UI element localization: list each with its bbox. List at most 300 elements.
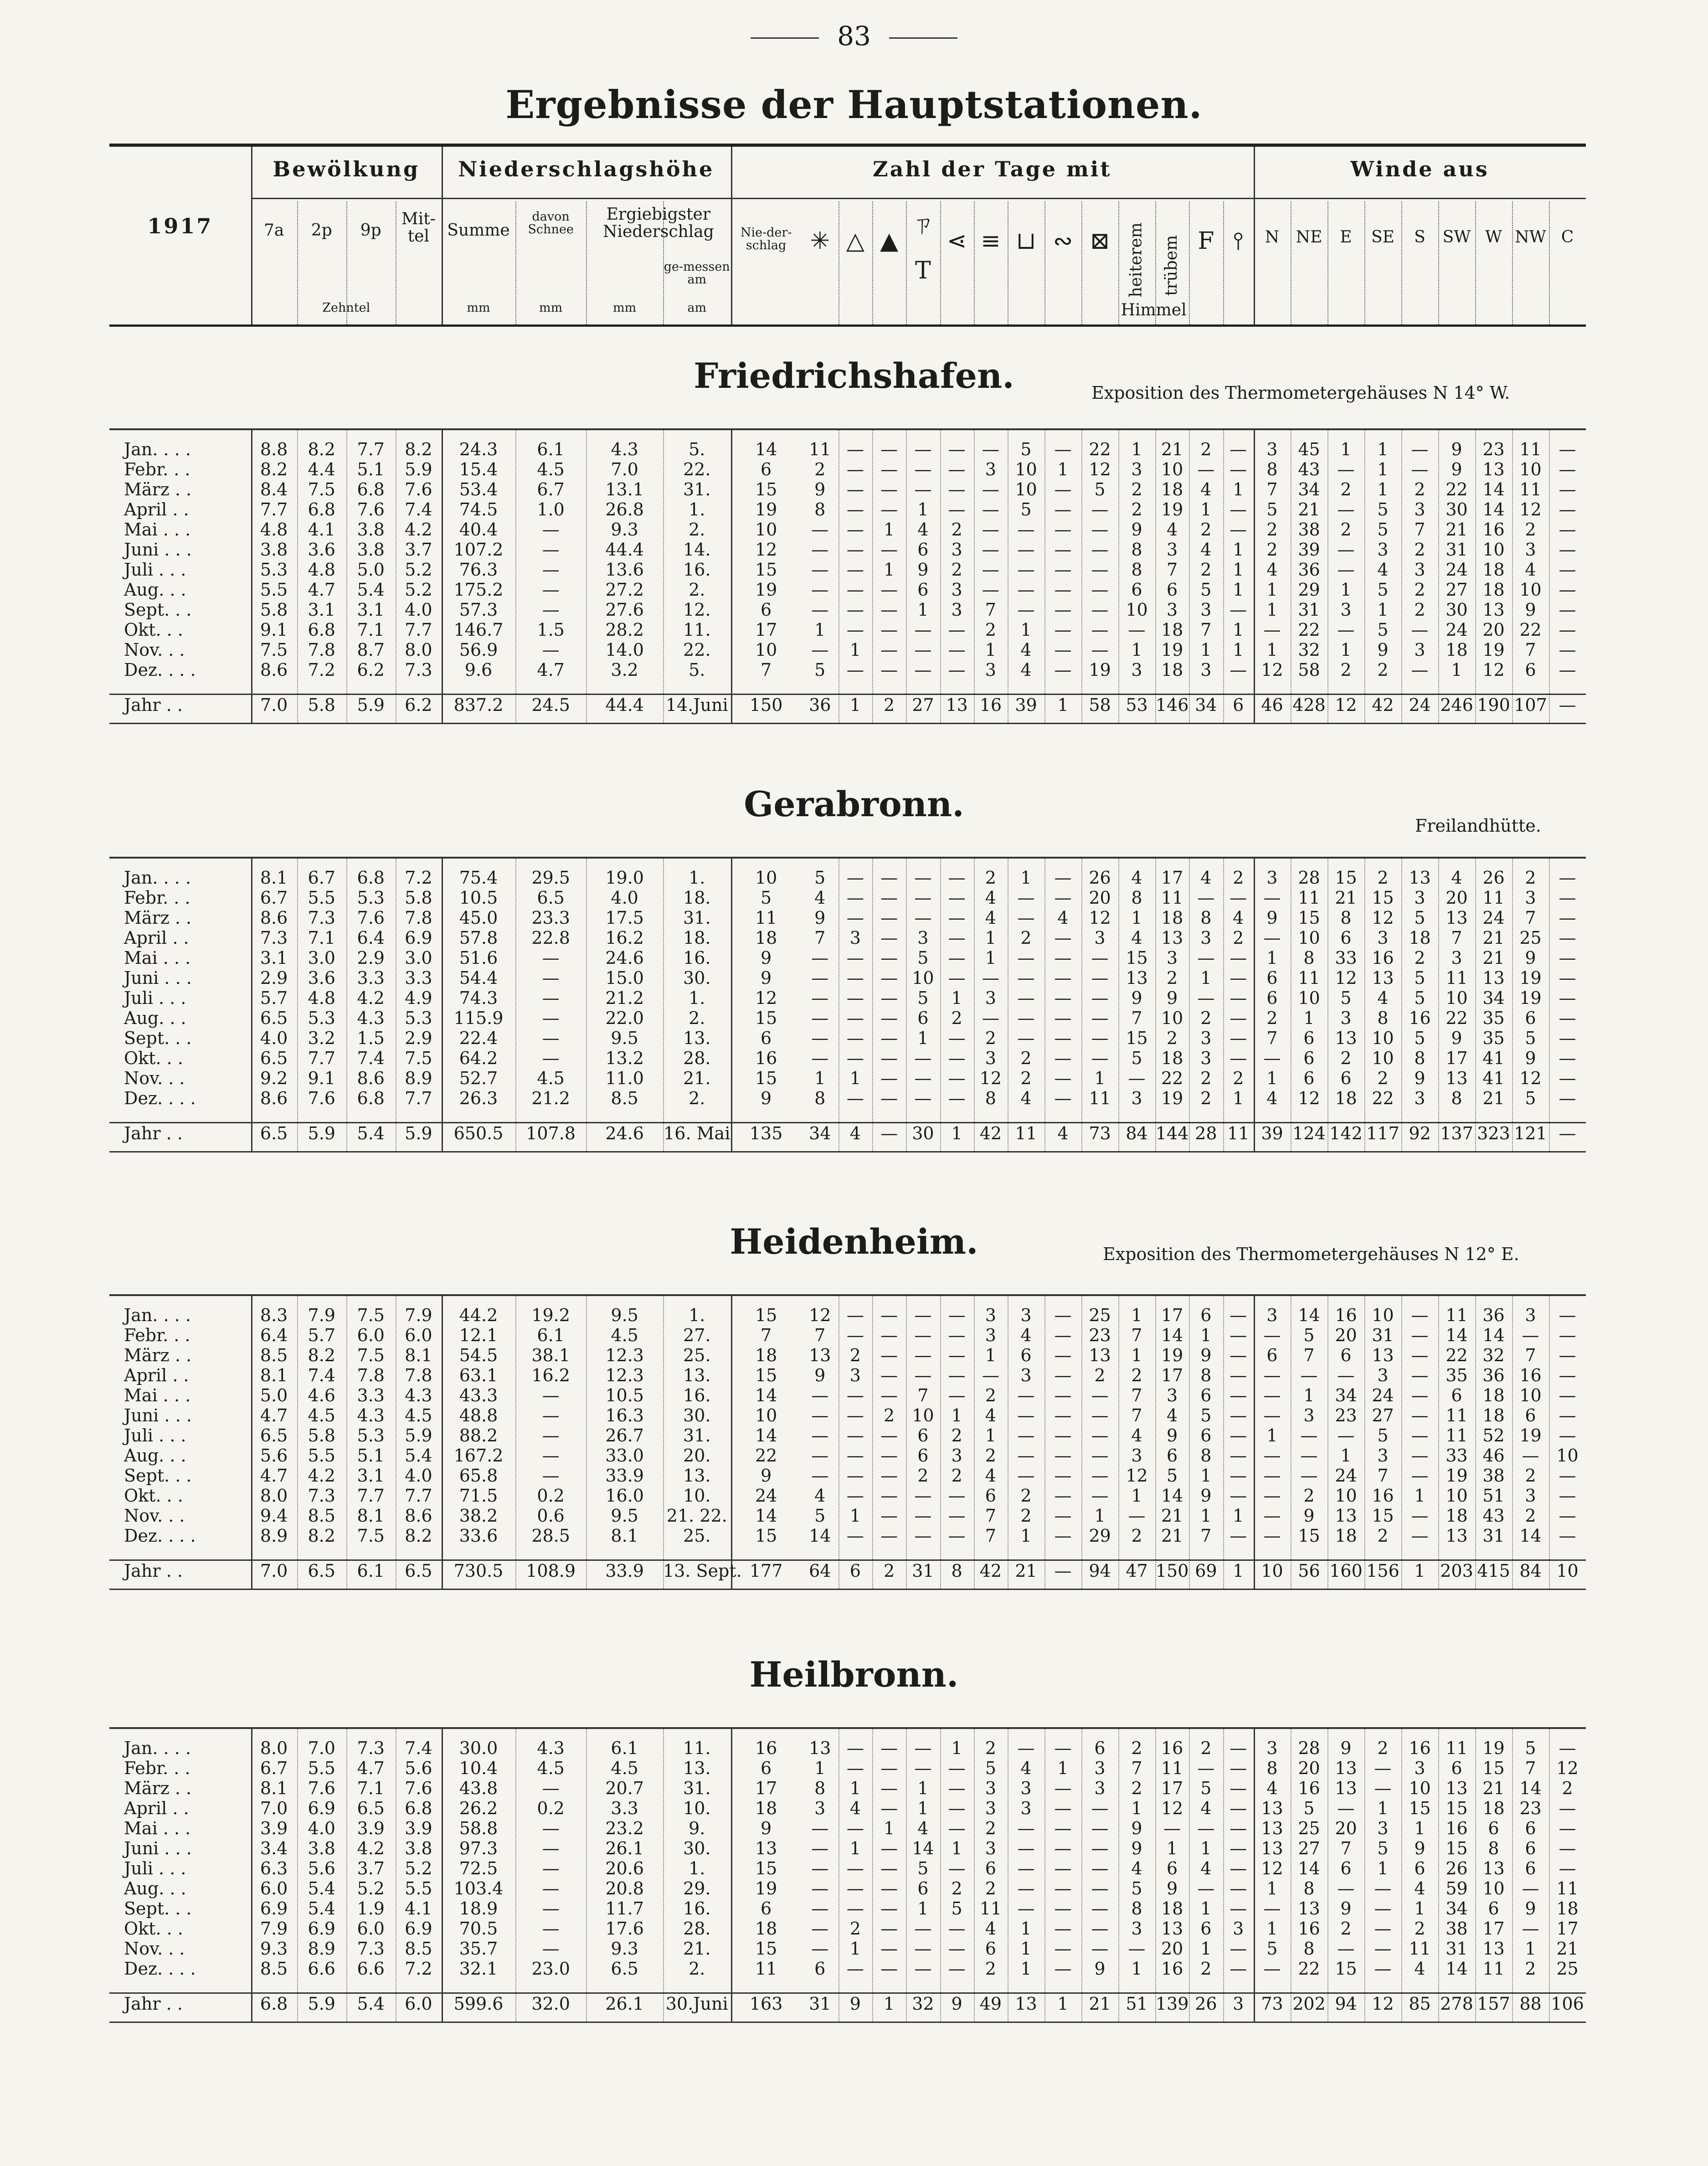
table-cell: —	[948, 1939, 966, 1959]
table-cell: —	[982, 479, 999, 499]
table-cell: 5	[1525, 1738, 1536, 1758]
table-cell: 2.	[689, 1959, 705, 1979]
table-cell: —	[811, 520, 829, 540]
table-cell: —	[1054, 1939, 1072, 1959]
table-cell: 7	[1303, 1345, 1315, 1365]
table-cell: 26.2	[459, 1798, 498, 1818]
table-cell: 4	[917, 520, 929, 540]
table-cell: 35	[1446, 1365, 1468, 1385]
table-cell: 5	[814, 868, 826, 888]
table-cell: 8	[1200, 908, 1212, 928]
table-cell: 3	[1414, 1088, 1425, 1108]
table-cell: 38.1	[531, 1345, 570, 1365]
table-cell: —	[1411, 1526, 1429, 1546]
table-cell: 2	[1020, 1506, 1032, 1526]
table-cell: 6	[761, 459, 772, 479]
table-cell: 1	[1266, 948, 1278, 968]
table-cell: 22	[1446, 1008, 1468, 1028]
table-cell: 6.5	[260, 1048, 288, 1068]
month-label: Mai . . .	[124, 1385, 191, 1405]
table-cell: 11	[1298, 968, 1320, 988]
table-cell: —	[948, 1758, 966, 1778]
table-cell: —	[914, 908, 932, 928]
table-cell: 5.5	[308, 1446, 335, 1466]
header-ergiebig: Ergiebigster Niederschlag	[603, 205, 714, 241]
table-cell: 15	[1482, 1758, 1505, 1778]
table-cell: 9	[1131, 520, 1142, 540]
table-cell: —	[1230, 1738, 1247, 1758]
table-cell: 1	[849, 1939, 861, 1959]
table-cell: 2.	[689, 520, 705, 540]
table-cell: 38	[1446, 1919, 1468, 1939]
table-cell: 7.4	[405, 1738, 432, 1758]
table-cell: 14	[755, 1385, 777, 1405]
header-subdivider	[974, 201, 975, 324]
table-cell: 2	[1377, 1068, 1389, 1088]
table-cell: 5.4	[308, 1898, 335, 1919]
table-cell: —	[542, 640, 560, 660]
table-cell: 1.	[689, 988, 705, 1008]
table-cell: 1	[814, 620, 826, 640]
table-cell: —	[1017, 1425, 1035, 1446]
month-label: Mai . . .	[124, 1818, 191, 1838]
table-cell: 11	[1089, 1088, 1111, 1108]
table-cell: 5	[761, 888, 772, 908]
table-cell: 4.2	[405, 520, 432, 540]
table-cell: 15	[1298, 1526, 1320, 1546]
table-cell: —	[811, 560, 829, 580]
table-cell: 21	[1089, 1994, 1111, 2014]
table-cell: 32.0	[531, 1994, 570, 2014]
table-cell: —	[542, 948, 560, 968]
table-cell: 18	[755, 1919, 777, 1939]
table-cell: 7.2	[308, 660, 335, 680]
table-cell: 30.	[683, 1405, 711, 1425]
table-cell: —	[1559, 560, 1576, 580]
table-cell: 3.9	[357, 1818, 385, 1838]
table-cell: —	[1559, 1345, 1576, 1365]
table-cell: —	[1263, 1466, 1281, 1486]
table-cell: —	[542, 540, 560, 560]
table-cell: 5.3	[357, 1425, 385, 1446]
table-cell: —	[880, 1345, 898, 1365]
table-cell: 27	[912, 695, 934, 715]
table-cell: 16	[1446, 1818, 1468, 1838]
table-cell: 7.2	[405, 868, 432, 888]
table-cell: 27.2	[605, 580, 644, 600]
table-cell: —	[880, 1305, 898, 1325]
table-cell: 32	[912, 1994, 934, 2014]
table-cell: —	[1054, 1365, 1072, 1385]
table-cell: 30.	[683, 968, 711, 988]
table-row	[109, 1446, 1586, 1466]
table-cell: 3.3	[357, 1385, 385, 1405]
table-cell: —	[880, 1486, 898, 1506]
table-cell: 21	[1161, 439, 1183, 459]
table-cell: —	[846, 908, 864, 928]
table-cell: 3.3	[611, 1798, 638, 1818]
table-cell: 1.9	[357, 1898, 385, 1919]
table-cell: —	[846, 988, 864, 1008]
table-cell: 4	[1020, 1088, 1032, 1108]
table-cell: 15	[1298, 908, 1320, 928]
table-cell: 74.3	[459, 988, 498, 1008]
table-cell: 48.8	[459, 1405, 498, 1425]
table-cell: —	[1017, 1838, 1035, 1858]
table-cell: 6.8	[260, 1994, 288, 2014]
table-cell: —	[542, 1048, 560, 1068]
table-cell: —	[914, 868, 932, 888]
table-cell: 3	[1200, 1048, 1212, 1068]
table-cell: —	[880, 1858, 898, 1878]
table-cell: 9.3	[260, 1939, 288, 1959]
table-cell: 7	[1525, 1345, 1536, 1365]
table-cell: 10	[1446, 988, 1468, 1008]
table-cell: —	[1054, 1818, 1072, 1838]
table-cell: 59	[1446, 1878, 1468, 1898]
table-cell: 13	[1482, 1858, 1505, 1878]
table-cell: 1	[1266, 600, 1278, 620]
table-cell: 12	[979, 1068, 1002, 1088]
table-cell: 13.6	[605, 560, 644, 580]
table-cell: 4.4	[308, 459, 335, 479]
table-cell: 2	[951, 1008, 962, 1028]
table-cell: —	[1559, 540, 1576, 560]
table-cell: —	[880, 1325, 898, 1345]
table-cell: 20.7	[605, 1778, 644, 1798]
table-cell: 7.5	[357, 1305, 385, 1325]
table-cell: 21	[1556, 1939, 1579, 1959]
table-cell: 4	[849, 1123, 861, 1143]
table-cell: 2	[985, 1738, 996, 1758]
table-cell: 8.8	[260, 439, 288, 459]
table-cell: 13.2	[605, 1048, 644, 1068]
table-cell: 23.0	[531, 1959, 570, 1979]
table-cell: 3	[1266, 1305, 1278, 1325]
table-cell: 4.5	[405, 1405, 432, 1425]
table-cell: 3	[1414, 499, 1425, 520]
table-cell: 31	[1446, 540, 1468, 560]
table-cell: 6	[1525, 1838, 1536, 1858]
table-cell: 14	[912, 1838, 934, 1858]
table-cell: 8.0	[260, 1486, 288, 1506]
table-cell: —	[914, 459, 932, 479]
table-cell: 4.5	[537, 459, 565, 479]
table-cell: 2	[985, 1878, 996, 1898]
table-cell: 16	[1298, 1919, 1320, 1939]
table-cell: 7.7	[357, 1486, 385, 1506]
table-cell: 8.2	[260, 459, 288, 479]
table-cell: 6	[761, 600, 772, 620]
table-cell: 4	[1377, 560, 1389, 580]
table-cell: —	[1300, 1446, 1318, 1466]
table-cell: 6	[1340, 1345, 1352, 1365]
table-cell: 14.0	[605, 640, 644, 660]
table-cell: —	[1411, 620, 1429, 640]
table-cell: —	[1017, 1858, 1035, 1878]
table-cell: 5.4	[357, 1994, 385, 2014]
table-cell: —	[811, 1466, 829, 1486]
table-cell: 6.2	[405, 695, 432, 715]
header-7a: 7a	[263, 221, 284, 240]
table-cell: —	[1017, 580, 1035, 600]
table-cell: —	[1054, 948, 1072, 968]
table-cell: 4.3	[357, 1405, 385, 1425]
table-cell: 8.2	[308, 1526, 335, 1546]
table-cell: —	[1054, 1325, 1072, 1345]
table-cell: 6	[1303, 1068, 1315, 1088]
station-title: Heidenheim.	[730, 1221, 978, 1262]
table-cell: 6.5	[260, 1008, 288, 1028]
table-cell: 30.	[683, 1838, 711, 1858]
table-cell: 2	[1377, 660, 1389, 680]
month-label: Jan. . . .	[124, 868, 191, 888]
table-cell: —	[1230, 1758, 1247, 1778]
table-cell: 2	[1377, 1738, 1389, 1758]
table-cell: —	[914, 1305, 932, 1325]
table-cell: 18	[1161, 1898, 1183, 1919]
table-cell: 13	[1446, 1778, 1468, 1798]
table-cell: —	[880, 968, 898, 988]
table-cell: 14	[1519, 1526, 1542, 1546]
table-cell: 7.6	[405, 1778, 432, 1798]
table-cell: 44.4	[605, 540, 644, 560]
table-cell: 85	[1409, 1994, 1431, 2014]
table-cell: 6.0	[357, 1919, 385, 1939]
table-cell: —	[1559, 968, 1576, 988]
table-cell: —	[1054, 1425, 1072, 1446]
table-cell: 13.	[683, 1365, 711, 1385]
table-cell: 15	[1372, 888, 1394, 908]
table-cell: 2	[1525, 1506, 1536, 1526]
table-cell: —	[948, 1798, 966, 1818]
table-cell: —	[1197, 1878, 1215, 1898]
table-cell: 1	[1200, 1325, 1212, 1345]
table-cell: 11	[1161, 1758, 1183, 1778]
table-cell: —	[811, 1838, 829, 1858]
table-cell: —	[1091, 600, 1109, 620]
table-cell: 11	[1519, 479, 1542, 499]
table-cell: 175.2	[453, 580, 504, 600]
table-cell: 51.6	[459, 948, 498, 968]
table-cell: 31	[1446, 1939, 1468, 1959]
table-cell: 1	[814, 1068, 826, 1088]
table-cell: —	[542, 988, 560, 1008]
header-trueb: trübem	[1162, 235, 1181, 296]
table-cell: 21	[1161, 1526, 1183, 1546]
table-cell: 3.2	[308, 1028, 335, 1048]
table-cell: 2	[1414, 580, 1425, 600]
table-cell: 54.5	[459, 1345, 498, 1365]
table-cell: —	[914, 1959, 932, 1979]
weather-symbol-icon: F	[1198, 227, 1214, 255]
table-cell: —	[846, 868, 864, 888]
table-cell: —	[1054, 988, 1072, 1008]
table-cell: —	[880, 1466, 898, 1486]
table-cell: —	[1091, 968, 1109, 988]
table-cell: 10	[1372, 1028, 1394, 1048]
table-cell: 35	[1482, 1028, 1505, 1048]
table-cell: 24	[1409, 695, 1431, 715]
table-cell: 9.2	[260, 1068, 288, 1088]
table-cell: —	[1017, 560, 1035, 580]
table-cell: —	[846, 968, 864, 988]
table-cell: 19	[1161, 640, 1183, 660]
page-number: 83	[0, 21, 1708, 51]
table-cell: —	[1197, 1758, 1215, 1778]
table-cell: 5	[1377, 499, 1389, 520]
table-cell: —	[1263, 1486, 1281, 1506]
table-cell: 3	[1451, 948, 1462, 968]
table-cell: —	[880, 1506, 898, 1526]
table-cell: 25	[1089, 1305, 1111, 1325]
table-row	[109, 580, 1586, 600]
table-cell: 9	[1200, 1345, 1212, 1365]
table-cell: 42	[979, 1123, 1002, 1143]
table-cell: 26	[1482, 868, 1505, 888]
table-cell: —	[811, 1008, 829, 1028]
table-cell: 1.	[689, 868, 705, 888]
table-cell: 6	[1488, 1898, 1499, 1919]
table-cell: 3	[985, 1798, 996, 1818]
table-cell: —	[1559, 1798, 1576, 1818]
table-row	[109, 1798, 1586, 1818]
table-cell: 10	[1015, 459, 1037, 479]
table-cell: —	[542, 1858, 560, 1878]
table-cell: 6.8	[357, 1088, 385, 1108]
table-cell: 10	[755, 868, 777, 888]
table-row	[109, 1048, 1586, 1068]
table-cell: 4.8	[308, 988, 335, 1008]
table-cell: 2	[1414, 948, 1425, 968]
table-cell: 30	[1446, 499, 1468, 520]
table-cell: 1	[1266, 1068, 1278, 1088]
table-cell: —	[1054, 1466, 1072, 1486]
table-cell: 4	[1057, 1123, 1069, 1143]
table-cell: 15	[755, 560, 777, 580]
table-cell: 27.6	[605, 600, 644, 620]
table-cell: 246	[1440, 695, 1473, 715]
weather-symbol-icon: △	[846, 227, 864, 255]
table-cell: 3	[1131, 459, 1142, 479]
table-cell: 2	[1200, 560, 1212, 580]
table-cell: 4.5	[308, 1405, 335, 1425]
table-cell: 3	[985, 1838, 996, 1858]
table-cell: —	[1522, 1446, 1539, 1466]
table-cell: 19	[1089, 660, 1111, 680]
table-cell: 6.8	[357, 868, 385, 888]
table-cell: 18	[1446, 640, 1468, 660]
table-cell: 9	[1451, 439, 1462, 459]
table-cell: 94	[1335, 1994, 1357, 2014]
table-cell: —	[982, 1008, 999, 1028]
table-cell: —	[914, 1048, 932, 1068]
table-cell: 2	[1200, 520, 1212, 540]
header-mm1: mm	[467, 301, 490, 315]
table-cell: —	[1091, 1466, 1109, 1486]
table-cell: 5.2	[357, 1878, 385, 1898]
table-cell: 1	[1131, 1305, 1142, 1325]
table-row	[109, 660, 1586, 680]
table-cell: 1	[1377, 439, 1389, 459]
header-heiter: heiterem	[1127, 222, 1146, 298]
table-cell: —	[846, 1526, 864, 1546]
table-cell: 8	[1303, 1939, 1315, 1959]
table-cell: —	[1230, 1959, 1247, 1979]
table-cell: 7	[985, 600, 996, 620]
table-cell: 13. Sept.	[663, 1561, 742, 1581]
table-cell: —	[914, 888, 932, 908]
table-cell: 6	[1451, 1385, 1462, 1405]
table-cell: 1	[1266, 580, 1278, 600]
table-cell: —	[1091, 520, 1109, 540]
table-cell: 10.5	[605, 1385, 644, 1405]
table-cell: 18	[1482, 1385, 1505, 1405]
table-cell: 2	[1340, 660, 1352, 680]
table-cell: 11	[1409, 1939, 1431, 1959]
table-cell: 11	[1446, 968, 1468, 988]
wind-sw: SW	[1442, 228, 1471, 247]
table-cell: 16	[1161, 1959, 1183, 1979]
table-cell: —	[948, 640, 966, 660]
table-cell: 18	[1161, 660, 1183, 680]
table-cell: 63.1	[459, 1365, 498, 1385]
month-label: Juni . . .	[124, 1838, 192, 1858]
table-cell: 2	[814, 459, 826, 479]
weather-symbol-icon: ㄗ	[911, 211, 935, 239]
table-cell: —	[846, 1425, 864, 1446]
table-cell: 5.5	[260, 580, 288, 600]
table-cell: 45.0	[459, 908, 498, 928]
month-label: Okt. . .	[124, 1919, 183, 1939]
month-label: Jahr . .	[124, 1123, 183, 1143]
table-cell: 15.4	[459, 459, 498, 479]
table-cell: 6.9	[260, 1898, 288, 1919]
table-cell: 4.5	[611, 1325, 638, 1345]
table-cell: 16	[1409, 1738, 1431, 1758]
table-cell: 3	[985, 660, 996, 680]
table-cell: 11.	[683, 1738, 711, 1758]
table-cell: 4.0	[308, 1818, 335, 1838]
table-row	[109, 1738, 1586, 1758]
table-cell: 6.9	[405, 928, 432, 948]
table-cell: —	[880, 479, 898, 499]
table-cell: 2	[1131, 1526, 1142, 1546]
table-cell: 4	[1377, 988, 1389, 1008]
table-cell: 23	[1335, 1405, 1357, 1425]
table-cell: 34	[1482, 988, 1505, 1008]
table-cell: —	[1054, 1526, 1072, 1546]
table-cell: 7.7	[357, 439, 385, 459]
weather-symbol-icon: ⊔	[1016, 227, 1036, 255]
table-cell: 10	[912, 968, 934, 988]
table-cell: 13	[1161, 1919, 1183, 1939]
table-cell: 2	[1414, 1919, 1425, 1939]
table-cell: 1	[1377, 600, 1389, 620]
table-cell: 16	[1372, 948, 1394, 968]
table-cell: 14	[1161, 1486, 1183, 1506]
table-cell: 9	[1451, 459, 1462, 479]
table-cell: —	[1411, 1466, 1429, 1486]
table-cell: 15	[1335, 1959, 1357, 1979]
table-cell: 3	[1200, 660, 1212, 680]
table-cell: 2	[1020, 1068, 1032, 1088]
table-cell: 72.5	[459, 1858, 498, 1878]
table-cell: 31.	[683, 1778, 711, 1798]
table-cell: 124	[1292, 1123, 1326, 1143]
month-label: Aug. . .	[124, 1008, 186, 1028]
table-cell: 7.7	[405, 1088, 432, 1108]
